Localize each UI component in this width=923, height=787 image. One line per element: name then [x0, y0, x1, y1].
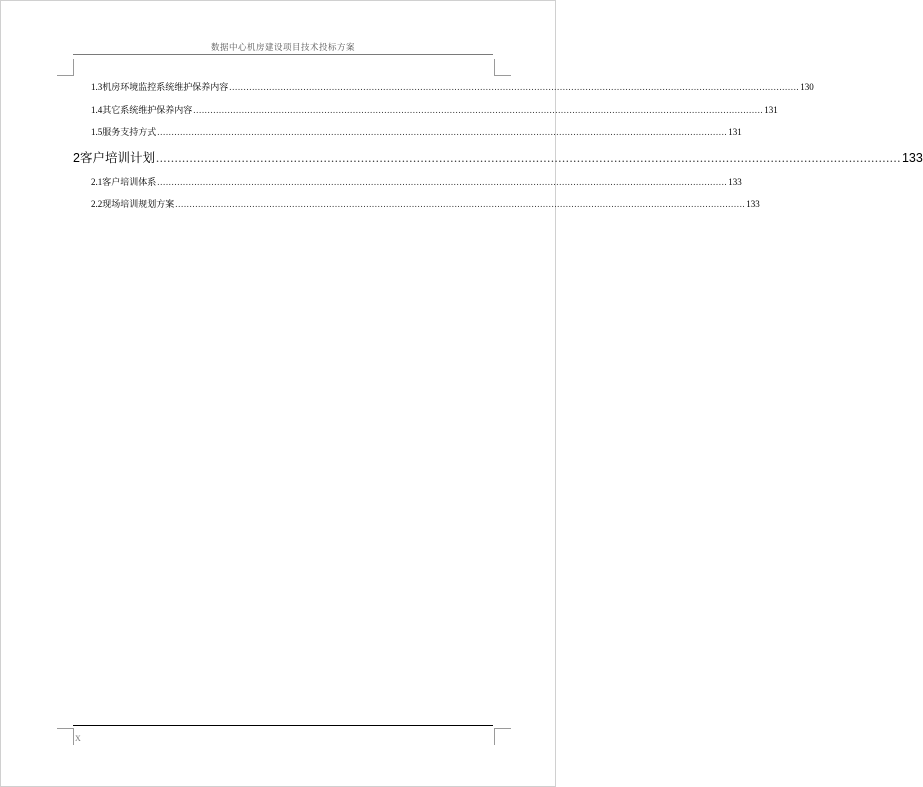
toc-entry-page: 133: [746, 199, 760, 209]
toc-entry-label: 客户培训计划: [79, 149, 155, 165]
margin-corner-bottom-left: [57, 728, 74, 745]
toc-entry-number: 2: [73, 150, 80, 165]
toc-entry-number: 2.2: [91, 199, 103, 209]
header-rule: [73, 54, 493, 55]
toc-leader-dots: ........................................................................................................................................................................................................: [175, 199, 746, 209]
footer-rule: [73, 725, 493, 726]
toc-entry-number: 1.5: [91, 127, 103, 137]
page-header: 数据中心机房建设项目技术投标方案: [210, 43, 355, 53]
toc-entry-2-2[interactable]: [73, 193, 760, 216]
toc-entry-page: 131: [728, 127, 742, 137]
margin-corner-top-right: [494, 59, 511, 76]
toc-entry-1-4[interactable]: [73, 99, 778, 122]
margin-corner-top-left: [57, 59, 74, 76]
toc-entry-2[interactable]: [73, 144, 923, 171]
toc-leader-dots: ........................................................................................................................................................................................................: [229, 82, 800, 92]
table-of-contents: [73, 76, 923, 216]
toc-entry-number: 1.4: [91, 104, 103, 115]
toc-entry-label: 客户培训体系: [102, 177, 157, 188]
toc-entry-number: 2.1: [91, 176, 103, 187]
toc-leader-dots: ........................................................................................................................................................................................................: [157, 176, 728, 187]
footer-page-number: X: [75, 734, 81, 743]
toc-entry-label: 服务支持方式: [102, 128, 157, 138]
toc-entry-1-3[interactable]: [73, 76, 814, 99]
toc-entry-number: 1.3: [91, 82, 103, 92]
toc-entry-label: 机房环境监控系统维护保养内容: [102, 83, 229, 93]
toc-entry-page: 133: [728, 176, 742, 187]
toc-entry-page: 133: [901, 150, 923, 165]
toc-leader-dots: ........................................................................................................................................................................................................: [155, 150, 901, 165]
toc-entry-label: 现场培训规划方案: [102, 200, 175, 210]
toc-leader-dots: ........................................................................................................................................................................................................: [193, 104, 764, 115]
toc-entry-page: 131: [764, 104, 778, 115]
toc-leader-dots: ........................................................................................................................................................................................................: [157, 127, 728, 137]
toc-entry-page: 130: [800, 82, 814, 92]
toc-entry-label: 其它系统维护保养内容: [102, 105, 193, 116]
toc-entry-1-5[interactable]: [73, 121, 742, 144]
toc-entry-2-1[interactable]: [73, 171, 742, 194]
margin-corner-bottom-right: [494, 728, 511, 745]
